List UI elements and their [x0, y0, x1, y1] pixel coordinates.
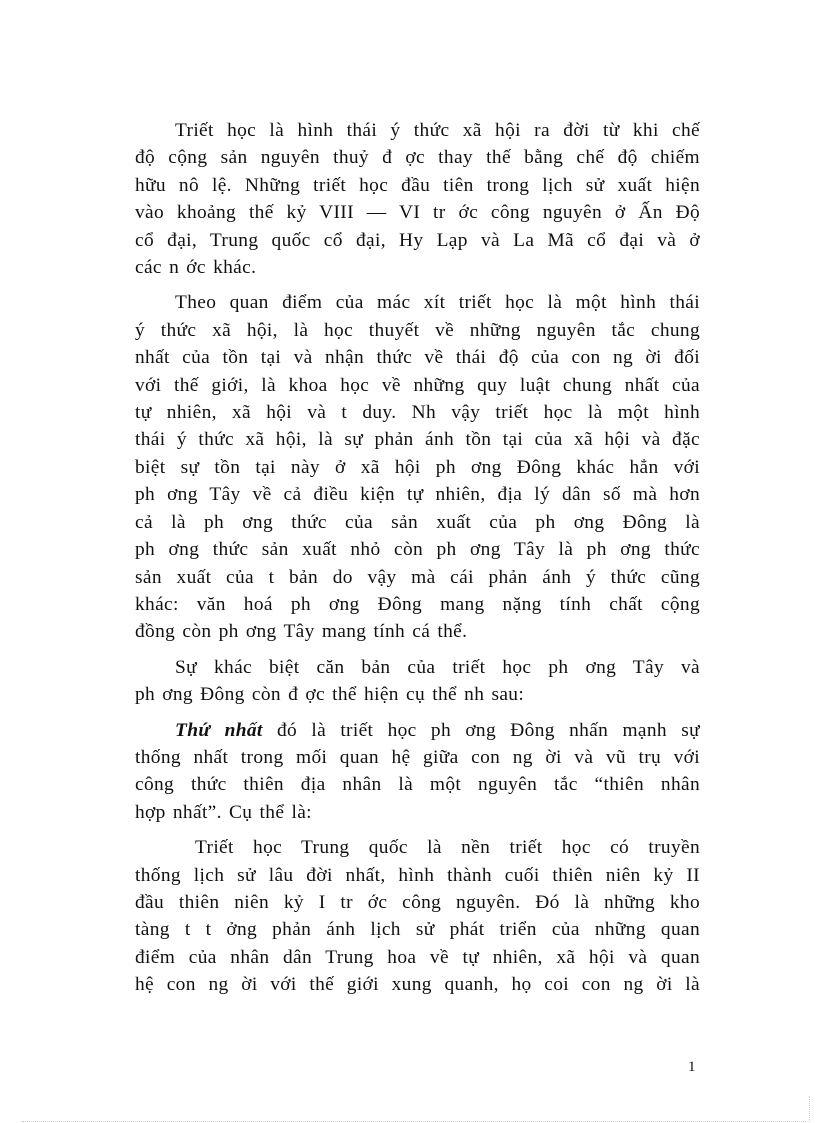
paragraph-line: công thức thiên địa nhân là một nguyên tắc “thiên nhân [135, 774, 700, 796]
paragraph-5 [135, 834, 700, 998]
paragraph-line-rest: đó là triết học ph ơng Đông nhấn mạnh sự [262, 719, 701, 741]
paragraph-line: đầu thiên niên kỷ I tr ớc công nguyên. Đó là những kho [135, 891, 700, 913]
paragraph-line: ph ơng Đông còn đ ợc thể hiện cụ thể nh sau: [135, 684, 525, 706]
paragraph-line: tàng t t ởng phản ánh lịch sử phát triển của những quan [135, 919, 700, 941]
paragraph-line: cả là ph ơng thức của sản xuất của ph ơng Đông là [135, 511, 700, 533]
paragraph-line: ph ơng Tây về cả điều kiện tự nhiên, địa lý dân số mà hơn [135, 484, 700, 506]
paragraph-line: điểm của nhân dân Trung hoa về tự nhiên, xã hội và quan [135, 946, 700, 968]
page-side-divider [809, 1096, 810, 1122]
page-number: 1 [688, 1059, 696, 1075]
paragraph-line: Theo quan điểm của mác xít triết học là một hình thái [175, 292, 700, 314]
paragraph-line-with-heading [135, 717, 700, 744]
paragraph-line: nhất của tồn tại và nhận thức về thái độ của con ng ời đối [135, 347, 700, 369]
page-bottom-divider [22, 1121, 806, 1122]
paragraph-1 [135, 117, 700, 281]
paragraph-line: Triết học Trung quốc là nền triết học có truyền [195, 837, 700, 859]
paragraph-line: hệ con ng ời với thế giới xung quanh, họ coi con ng ời là [135, 974, 700, 996]
emphasis-heading: Thứ nhất [175, 719, 263, 741]
paragraph-line: hợp nhất”. Cụ thể là: [135, 801, 312, 823]
paragraph-line: khác: văn hoá ph ơng Đông mang nặng tính chất cộng [135, 593, 700, 615]
paragraph-line: Triết học là hình thái ý thức xã hội ra đời từ khi chế [175, 120, 700, 141]
paragraph-line: vào khoảng thế kỷ VIII — VI tr ớc công nguyên ở Ấn Độ [135, 202, 700, 224]
paragraph-4 [135, 717, 700, 827]
paragraph-line: tự nhiên, xã hội và t duy. Nh vậy triết học là một hình [135, 402, 700, 424]
paragraph-line: biệt sự tồn tại này ở xã hội ph ơng Đông khác hẳn với [135, 456, 700, 478]
paragraph-line: ý thức xã hội, là học thuyết về những nguyên tắc chung [135, 319, 700, 341]
paragraph-line: thống lịch sử lâu đời nhất, hình thành cuối thiên niên kỷ II [135, 864, 700, 886]
body-text [135, 117, 700, 1007]
paragraph-line: các n ớc khác. [135, 257, 257, 279]
paragraph-3 [135, 654, 700, 709]
paragraph-line: Sự khác biệt căn bản của triết học ph ơng Tây và [175, 656, 700, 678]
paragraph-line: ph ơng thức sản xuất nhỏ còn ph ơng Tây là ph ơng thức [135, 539, 700, 561]
paragraph-line: sản xuất của t bản do vậy mà cái phản ánh ý thức cũng [135, 566, 700, 588]
paragraph-line: cổ đại, Trung quốc cổ đại, Hy Lạp và La Mã cổ đại và ở [135, 229, 700, 251]
paragraph-2 [135, 289, 700, 645]
paragraph-line: với thế giới, là khoa học về những quy luật chung nhất của [135, 374, 700, 396]
paragraph-line: đồng còn ph ơng Tây mang tính cá thể. [135, 621, 468, 643]
paragraph-line: độ cộng sản nguyên thuỷ đ ợc thay thế bằng chế độ chiếm [135, 147, 700, 169]
paragraph-line: thống nhất trong mối quan hệ giữa con ng ời và vũ trụ với [135, 746, 700, 768]
paragraph-line: hữu nô lệ. Những triết học đầu tiên trong lịch sử xuất hiện [135, 174, 700, 196]
paragraph-line: thái ý thức xã hội, là sự phản ánh tồn tại của xã hội và đặc [135, 429, 700, 451]
